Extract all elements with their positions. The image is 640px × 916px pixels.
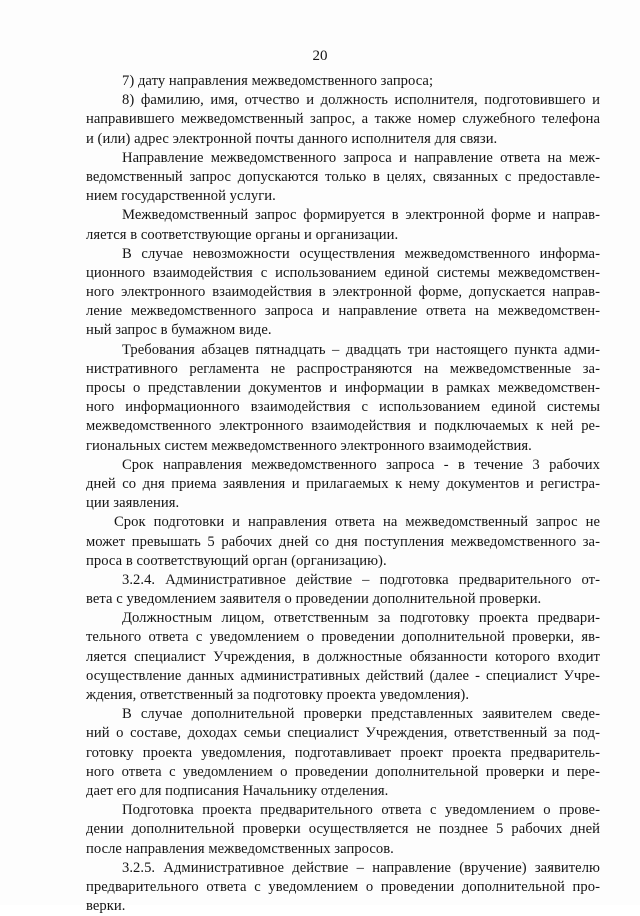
text-line: осуществление данных административных действий (далее - специалист Учре- — [86, 667, 600, 684]
text-line: ление межведомственного запроса и направление ответа на межведомствен- — [86, 303, 600, 320]
text-line: ляется в соответствующие органы и организации. — [86, 226, 399, 243]
paragraph — [86, 859, 600, 916]
paragraph — [86, 245, 600, 341]
paragraph — [86, 72, 600, 91]
text-line: дении дополнительной проверки осуществляется не позднее 5 рабочих дней — [86, 821, 600, 838]
text-line: Должностным лицом, ответственным за подготовку проекта предвари- — [122, 610, 600, 627]
text-line: дает его для подписания Начальнику отделения. — [86, 782, 389, 799]
text-line: ный запрос в бумажном виде. — [86, 322, 272, 339]
text-line: Срок направления межведомственного запроса - в течение 3 рабочих — [122, 456, 600, 473]
text-line: нистративного регламента не распространяются на межведомственные за- — [86, 360, 600, 377]
text-line: 3.2.5. Административное действие – направление (вручение) заявителю — [122, 859, 600, 876]
text-line: Срок подготовки и направления ответа на межведомственный запрос не — [114, 514, 600, 531]
text-line: проса в соответствующий орган (организацию). — [86, 552, 387, 569]
paragraph — [86, 571, 600, 609]
text-line: после направления межведомственных запросов. — [86, 840, 394, 857]
text-line: готовку проекта уведомления, подготавливает проект проекта предваритель- — [86, 744, 600, 761]
text-line: нием государственной услуги. — [86, 188, 276, 205]
document-body — [86, 72, 600, 916]
text-line: вета с уведомлением заявителя о проведении дополнительной проверки. — [86, 591, 542, 608]
paragraph — [86, 705, 600, 801]
text-line: тельного ответа с уведомлением о проведении дополнительной проверки, яв- — [86, 629, 600, 646]
text-line: В случае дополнительной проверки представленных заявителем сведе- — [122, 706, 600, 723]
text-line: ний о составе, доходах семьи специалист Учреждения, ответственный за под- — [86, 725, 600, 742]
text-line: гиональных систем межведомственного электронного взаимодействия. — [86, 437, 532, 454]
text-line: Направление межведомственного запроса и направление ответа на меж- — [122, 149, 600, 166]
text-line: 8) фамилию, имя, отчество и должность исполнителя, подготовившего и — [122, 92, 600, 109]
text-line: направившего межведомственный запрос, а также номер служебного телефона — [86, 111, 600, 128]
text-line: просы о представлении документов и информации в рамках межведомствен- — [86, 380, 600, 396]
text-line: Подготовка проекта предварительного ответа с уведомлением о прове- — [122, 802, 600, 819]
text-line: ного ответа с уведомлением о проведении дополнительной проверки и пере- — [86, 763, 600, 780]
text-line: ждения, ответственный за подготовку проекта уведомления). — [86, 687, 470, 703]
text-line: межведомственного электронного взаимодействия и подключаемых к ней ре- — [86, 418, 600, 435]
page-number: 20 — [312, 48, 328, 64]
text-line: ного электронного взаимодействия в электронной форме, допускается направ- — [86, 284, 600, 301]
text-line: может превышать 5 рабочих дней со дня поступления межведомственного за- — [86, 533, 600, 550]
paragraph — [86, 513, 600, 571]
text-line: 3.2.4. Административное действие – подготовка предварительного от- — [122, 571, 600, 588]
text-line: Требования абзацев пятнадцать – двадцать три настоящего пункта адми- — [122, 341, 600, 358]
text-line: ционного взаимодействия с использованием единой системы межведомствен- — [86, 264, 600, 281]
paragraph — [86, 341, 600, 456]
paragraph — [86, 149, 600, 207]
text-line: ляется специалист Учреждения, в должностные обязанности которого входит — [86, 648, 600, 665]
text-line: ведомственный запрос допускаются только в целях, связанных с предоставле- — [86, 168, 600, 185]
text-line: предварительного ответа с уведомлением о проведении дополнительной про- — [86, 878, 600, 895]
text-line: ции заявления. — [86, 495, 180, 512]
paragraph — [86, 91, 600, 149]
text-line: ного информационного взаимодействия с использованием единой системы — [86, 399, 600, 416]
text-line: и (или) адрес электронной почты данного исполнителя для связи. — [86, 130, 498, 147]
paragraph — [86, 456, 600, 514]
text-line: 7) дату направления межведомственного запроса; — [122, 73, 434, 89]
text-line: верки. — [86, 898, 126, 915]
text-line: В случае невозможности осуществления межведомственного информа- — [122, 245, 600, 262]
paragraph — [86, 801, 600, 859]
paragraph — [86, 609, 600, 705]
paragraph — [86, 206, 600, 244]
text-line: Межведомственный запрос формируется в электронной форме и направ- — [122, 207, 600, 224]
text-line: дней со дня приема заявления и прилагаемых к нему документов и регистра- — [86, 475, 600, 492]
